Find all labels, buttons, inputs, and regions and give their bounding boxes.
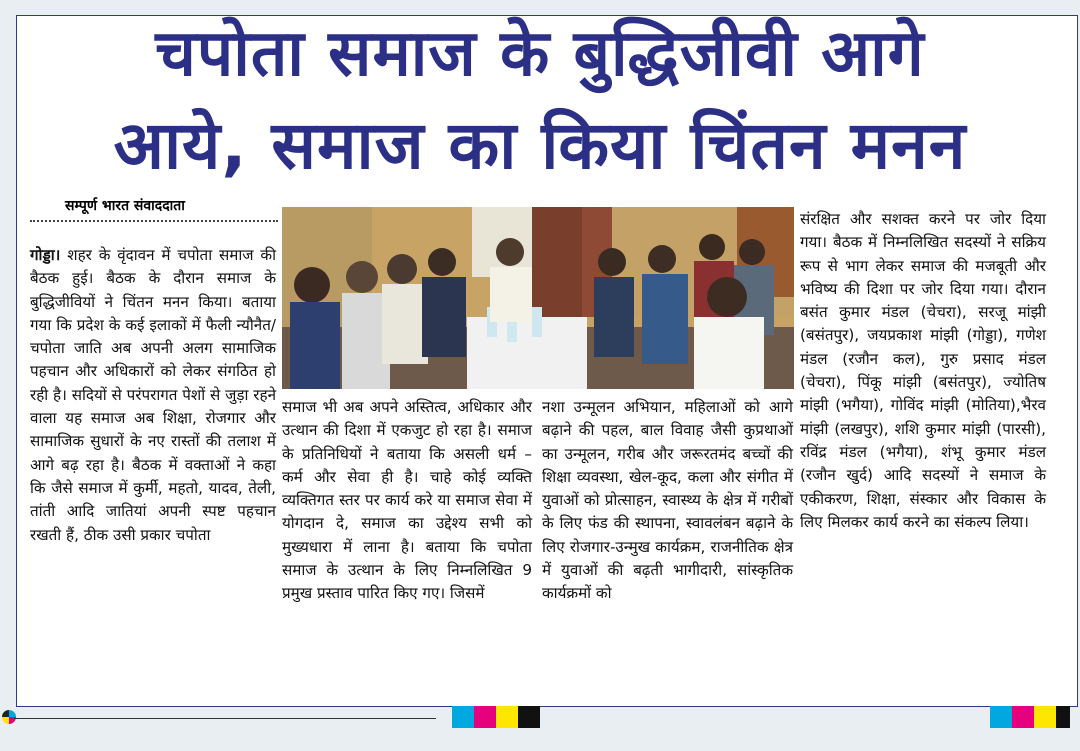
column-2-text: समाज भी अब अपने अस्तित्व, अधिकार और उत्थान की दिशा में एकजुट हो रहा है। समाज के प्रतिनिधियों ने बताया कि असली धर्म – कर्म और सेवा ही है। चाहे कोई व्यक्ति व्यक्तिगत स्तर पर कार्य करे या समाज सेवा में योगदान दे, समाज का उद्देश्य सभी को मुख्यधारा में लाना है। बताया कि चपोता समाज के उत्थान के लिए निम्नलिखित 9 प्रमुख प्रस्ताव पारित किए गए। जिसमें (282, 398, 532, 603)
article-column-3 (542, 396, 793, 606)
cyan-swatch (452, 706, 474, 728)
yellow-swatch (1034, 706, 1056, 728)
registration-mark-icon (2, 710, 16, 724)
bottom-rule (14, 718, 436, 719)
byline-divider (30, 220, 278, 222)
magenta-swatch (1012, 706, 1034, 728)
column-3-text: नशा उन्मूलन अभियान, महिलाओं को आगे बढ़ाने की पहल, बाल विवाह जैसी कुप्रथाओं का उन्मूलन, गरीब और जरूरतमंद बच्चों की शिक्षा व्यवस्था, खेल-कूद, कला और संगीत में युवाओं को प्रोत्साहन, स्वास्थ्य के क्षेत्र में गरीबों के लिए फंड की स्थापना, स्वावलंबन बढ़ाने के लिए रोजगार-उन्मुख कार्यक्रम, राजनीतिक क्षेत्र में युवाओं की बढ़ती भागीदारी, सांस्कृतिक कार्यक्रमों को (542, 398, 793, 603)
yellow-swatch (496, 706, 518, 728)
black-swatch (518, 706, 540, 728)
cyan-swatch (990, 706, 1012, 728)
headline-line-1: चपोता समाज के बुद्धिजीवी आगे (155, 17, 925, 91)
meeting-photo (282, 207, 794, 389)
column-1-text: शहर के वृंदावन में चपोता समाज की बैठक हुई। बैठक के दौरान समाज के बुद्धिजीवियों ने चिंतन मनन किया। बताया गया कि प्रदेश के कई इलाकों में फैली न्यौनैत/ चपोता जाति अब अपनी अलग सामाजिक पहचान और अधिकारों को लेकर संगठित हो रही है। सदियों से परंपरागत पेशों से जुड़ा रहने वाला यह समाज अब शिक्षा, रोजगार और सामाजिक सुधारों के नए रास्तों की तलाश में आगे बढ़ रहा है। बैठक में वक्ताओं ने कहा कि जैसे समाज में कुर्मी, महतो, यादव, तेली, तांती आदि जातियां अपनी स्पष्ट पहचान रखती हैं, ठीक उसी प्रकार चपोता (30, 246, 276, 544)
article-column-4 (800, 208, 1046, 534)
magenta-swatch (474, 706, 496, 728)
dateline-place: गोड्डा। (30, 246, 61, 264)
meeting-photo-illustration (282, 207, 794, 389)
article-column-1 (30, 244, 276, 547)
column-4-text: संरक्षित और सशक्त करने पर जोर दिया गया। बैठक में निम्नलिखित सदस्यों ने सक्रिय रूप से भाग लेकर समाज की मजबूती और भविष्य की दिशा पर जोर दिया गया। दौरान बसंत कुमार मंडल (चेचरा), सरजू मांझी (बसंतपुर), जयप्रकाश मांझी (गोड्डा), गणेश मंडल (रजौन कल), गुरु प्रसाद मंडल (चेचरा), पिंकू मांझी (बसंतपुर), ज्योतिष मांझी (भगैया), गोविंद मांझी (मोतिया),भैरव मांझी (लखपुर), शशि कुमार मांझी (पारसी), रविंद्र मंडल (भगैया), शंभू कुमार मंडल (रजौन खुर्द) आदि सदस्यों ने समाज के एकीकरण, शिक्षा, संस्कार और विकास के लिए मिलकर कार्य करने का संकल्प लिया। (800, 210, 1046, 531)
headline-line-2: आये, समाज का किया चिंतन मनन (113, 107, 967, 184)
black-swatch (1056, 706, 1070, 728)
article-column-2 (282, 396, 532, 606)
byline: सम्पूर्ण भारत संवाददाता (65, 198, 185, 214)
